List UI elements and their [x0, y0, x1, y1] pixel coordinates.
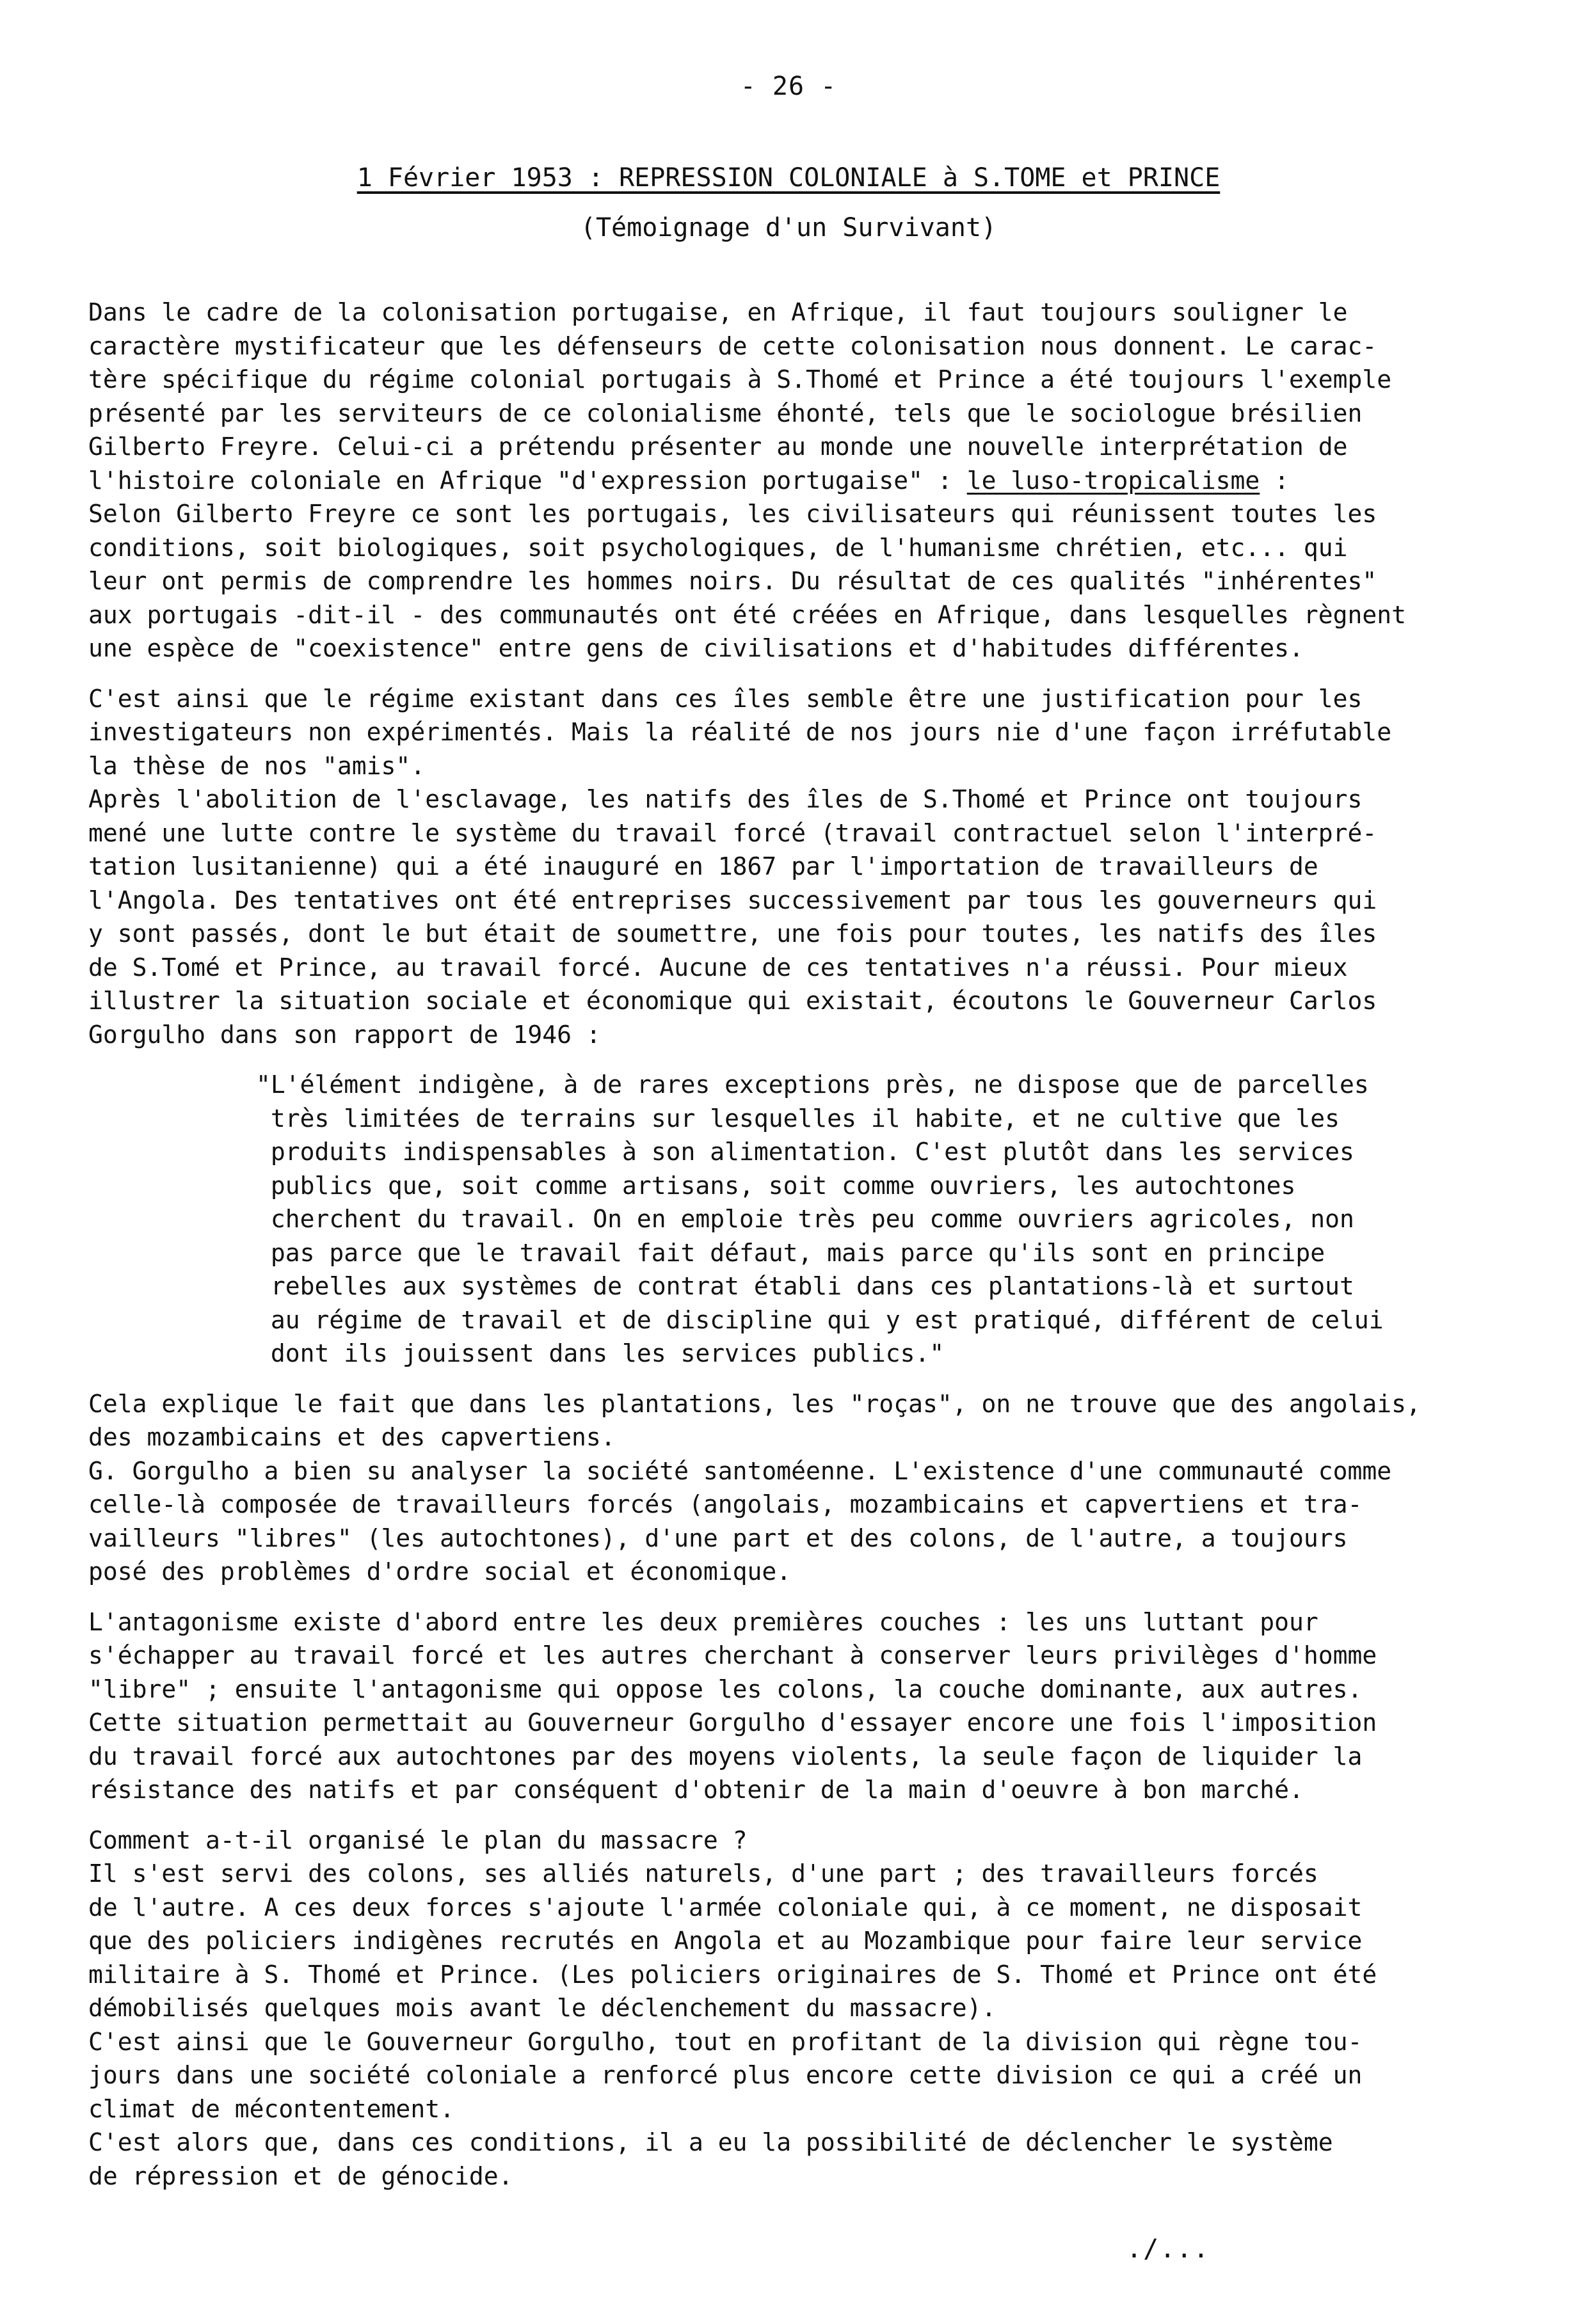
- text-line: Cela explique le fait que dans les plantations, les "roças", on ne trouve que des angolais,: [88, 1389, 1421, 1418]
- page-number: - 26 -: [740, 72, 837, 101]
- text-line: démobilisés quelques mois avant le déclenchement du massacre).: [88, 1994, 997, 2022]
- text-line: conditions, soit biologiques, soit psychologiques, de l'humanisme chrétien, etc... qui: [88, 533, 1348, 562]
- paragraph-4: [88, 1605, 1452, 1807]
- paragraph-1: [88, 296, 1452, 665]
- text-line: caractère mystificateur que les défenseurs de cette colonisation nous donnent. Le carac-: [88, 331, 1377, 360]
- text-line: L'antagonisme existe d'abord entre les deux premières couches : les uns luttant pour: [88, 1607, 1318, 1636]
- text-line: militaire à S. Thomé et Prince. (Les policiers originaires de S. Thomé et Prince ont été: [88, 1960, 1377, 1989]
- text-line: mené une lutte contre le système du travail forcé (travail contractuel selon l'interpré-: [88, 818, 1377, 847]
- document-subtitle: (Témoignage d'un Survivant): [580, 213, 997, 243]
- document-title: 1 Février 1953 : REPRESSION COLONIALE à S.TOME et PRINCE: [356, 163, 1221, 193]
- quote-line: dont ils jouissent dans les services publics.": [256, 1339, 945, 1367]
- text-line: des mozambicains et des capvertiens.: [88, 1423, 616, 1451]
- quote-line: publics que, soit comme artisans, soit comme ouvriers, les autochtones: [256, 1171, 1296, 1200]
- text-line: posé des problèmes d'ordre social et économique.: [88, 1557, 792, 1586]
- text-line: Gorgulho dans son rapport de 1946 :: [88, 1020, 601, 1049]
- text-line: y sont passés, dont le but était de soumettre, une fois pour toutes, les natifs des îles: [88, 919, 1377, 948]
- text-line: l'Angola. Des tentatives ont été entreprises successivement par tous les gouverneurs qui: [88, 886, 1377, 914]
- text-line: [88, 464, 1452, 498]
- text-line: Gilberto Freyre. Celui-ci a prétendu présenter au monde une nouvelle interprétation de: [88, 433, 1348, 461]
- text-line: de l'autre. A ces deux forces s'ajoute l'armée coloniale qui, à ce moment, ne disposait: [88, 1893, 1363, 1922]
- text-line: G. Gorgulho a bien su analyser la société santoméenne. L'existence d'une communauté comme: [88, 1456, 1392, 1485]
- text-line: aux portugais -dit-il - des communautés ont été créées en Afrique, dans lesquelles règnent: [88, 600, 1407, 629]
- text-line: C'est ainsi que le Gouverneur Gorgulho, tout en profitant de la division qui règne tou-: [88, 2027, 1363, 2056]
- text-line: de répression et de génocide.: [88, 2161, 513, 2190]
- paragraph-3: [88, 1387, 1452, 1589]
- text-line: climat de mécontentement.: [88, 2094, 454, 2123]
- block-quote: [88, 1068, 1452, 1371]
- text-line: "libre" ; ensuite l'antagonisme qui oppose les colons, la couche dominante, aux autres.: [88, 1675, 1363, 1703]
- text-line: C'est ainsi que le régime existant dans ces îles semble être une justification pour les: [88, 684, 1363, 713]
- text-line: une espèce de "coexistence" entre gens de civilisations et d'habitudes différentes.: [88, 634, 1304, 662]
- text-line: résistance des natifs et par conséquent d'obtenir de la main d'oeuvre à bon marché.: [88, 1776, 1304, 1804]
- text-line: jours dans une société coloniale a renforcé plus encore cette division ce qui a créé un: [88, 2061, 1363, 2089]
- underlined-term: le luso-tropicalisme: [966, 466, 1260, 495]
- quote-line: produits indispensables à son alimentation. C'est plutôt dans les services: [256, 1138, 1354, 1166]
- text-line: investigateurs non expérimentés. Mais la réalité de nos jours nie d'une façon irréfutable: [88, 718, 1392, 746]
- text-segment: :: [1260, 466, 1290, 495]
- quote-line: pas parce que le travail fait défaut, mais parce qu'ils sont en principe: [256, 1238, 1325, 1267]
- text-line: la thèse de nos "amis".: [88, 751, 426, 780]
- text-line: que des policiers indigènes recrutés en Angola et au Mozambique pour faire leur service: [88, 1927, 1363, 1955]
- continuation-mark: ./...: [1126, 2234, 1210, 2264]
- text-line: Comment a-t-il organisé le plan du massacre ?: [88, 1826, 748, 1854]
- paragraph-5: [88, 1824, 1452, 2193]
- text-line: celle-là composée de travailleurs forcés (angolais, mozambicains et capvertiens et tra-: [88, 1490, 1363, 1518]
- text-line: s'échapper au travail forcé et les autres cherchant à conserver leurs privilèges d'homme: [88, 1641, 1377, 1669]
- quote-line: rebelles aux systèmes de contrat établi dans ces plantations-là et surtout: [256, 1272, 1354, 1300]
- text-line: tère spécifique du régime colonial portugais à S.Thomé et Prince a été toujours l'exemple: [88, 365, 1392, 394]
- text-line: Après l'abolition de l'esclavage, les natifs des îles de S.Thomé et Prince ont toujours: [88, 785, 1363, 813]
- text-line: C'est alors que, dans ces conditions, il a eu la possibilité de déclencher le système: [88, 2128, 1333, 2156]
- text-line: tation lusitanienne) qui a été inauguré en 1867 par l'importation de travailleurs de: [88, 852, 1318, 880]
- quote-line: au régime de travail et de discipline qui y est pratiqué, différent de celui: [256, 1305, 1384, 1334]
- text-line: présenté par les serviteurs de ce colonialisme éhonté, tels que le sociologue brésilien: [88, 399, 1363, 427]
- text-line: Selon Gilberto Freyre ce sont les portugais, les civilisateurs qui réunissent toutes les: [88, 500, 1377, 528]
- text-line: Cette situation permettait au Gouverneur Gorgulho d'essayer encore une fois l'imposition: [88, 1708, 1377, 1737]
- document-body: [88, 296, 1452, 2193]
- text-segment: l'histoire coloniale en Afrique "d'expression portugaise" :: [88, 466, 967, 495]
- quote-line: très limitées de terrains sur lesquelles il habite, et ne cultive que les: [256, 1104, 1340, 1133]
- text-line: de S.Tomé et Prince, au travail forcé. Aucune de ces tentatives n'a réussi. Pour mieux: [88, 953, 1348, 982]
- quote-line: "L'élément indigène, à de rares exceptions près, ne dispose que de parcelles: [256, 1070, 1369, 1099]
- text-line: du travail forcé aux autochtones par des moyens violents, la seule façon de liquider la: [88, 1742, 1363, 1771]
- text-line: Dans le cadre de la colonisation portugaise, en Afrique, il faut toujours souligner le: [88, 298, 1348, 326]
- text-line: illustrer la situation sociale et économique qui existait, écoutons le Gouverneur Carlos: [88, 987, 1377, 1015]
- text-line: leur ont permis de comprendre les hommes noirs. Du résultat de ces qualités "inhérentes": [88, 567, 1377, 595]
- text-line: Il s'est servi des colons, ses alliés naturels, d'une part ; des travailleurs forcés: [88, 1859, 1318, 1888]
- text-line: vailleurs "libres" (les autochtones), d'une part et des colons, de l'autre, a toujours: [88, 1524, 1348, 1552]
- quote-line: cherchent du travail. On en emploie très peu comme ouvriers agricoles, non: [256, 1205, 1354, 1233]
- paragraph-2: [88, 682, 1452, 1052]
